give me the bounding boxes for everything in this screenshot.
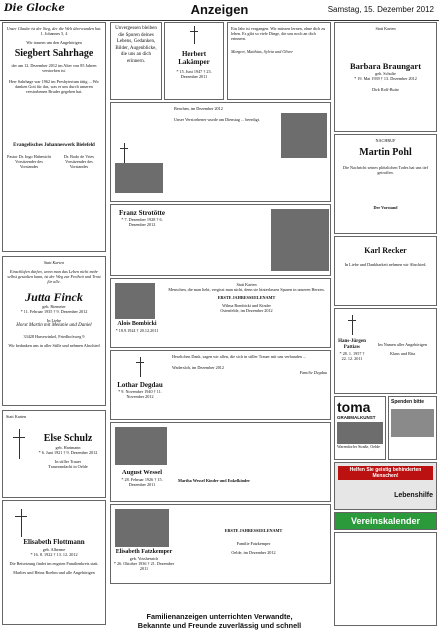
intro: Statt Karten [375,26,396,31]
newspaper-logo: Die Glocke [4,3,65,14]
cross-icon [9,429,29,459]
franz-strototte-ad [110,204,331,276]
quote: Unser Glaube ist der Sieg, der die Welt überwunden hat. [6,26,102,31]
text: Menschen, die man liebt, vergisst man nicht, denn sie hinterlassen Spuren in unseren Herzen. [168,287,325,292]
born: geb. Schulte [375,71,396,76]
obituary-strotote [110,102,331,202]
vereinskalender-title: Vereinskalender [350,516,421,526]
obituary-finck [2,256,106,406]
text: Unser Verstorbener wurde am Dienstag ... beerdigt. [174,117,260,122]
footer-line2: Bekannte und Freunde zuverlässig und schnell [137,621,302,630]
cross-icon [117,143,131,163]
page-header [0,0,439,21]
deceased-name: Lothar Degdau [117,381,163,389]
text: Ein Jahr ist vergangen. Wir müssen lernen, ohne dich zu leben. Es gibt so viele Dinge, die uns noch an dich erinnern. [231,26,326,41]
intro: Wir trauern um den Angehörigen [26,40,82,45]
obituary-wessel [110,422,331,502]
deceased-name: Alois Bombicki [117,321,157,327]
memorial-anniversary [227,22,331,100]
sub: ERSTE JAHRESSEELENAMT [217,295,276,300]
portrait-photo [281,113,327,158]
family: Klaus und Rita [389,351,416,356]
signer-left: Pastor Dr. Ingo Habenicht Vorsitzender des Vorstandes [7,154,51,169]
portrait-photo [271,209,329,271]
memorial-text: Unvergessen bleiben die Spuren deines Lebens, Gedanken, Bilder, Augenblicke, die uns an dich erinnern. [110,22,162,100]
born: geb. Vosshenrich [129,556,159,561]
note: Die Beisetzung findet im engsten Familienkreis statt. [9,561,99,566]
dates: * 15. Juni 1947 † 23. Dezember 2011 [176,69,212,79]
dates: * 19. Mai 1939 † 13. Dezember 2012 [354,76,417,81]
vereinskalender-banner[interactable] [334,512,437,530]
dates: * 28. 1. 1957 † 22. 12. 2011 [339,351,365,361]
spenden-ad[interactable] [388,396,437,460]
deceased-name: Barbara Braungart [349,61,422,71]
verse: Einschlafen dürfen, wenn man das Leben nicht mehr selbst gestalten kann, ist der Weg zur Freiheit und Trost für alle. [7,269,101,284]
deceased-name: Herbert Lakämper [178,50,210,66]
deceased-name: Karl Recker [364,246,407,255]
note: Wir bedanken uns in aller Stille und nehmen Abschied [8,343,100,348]
toma-ad[interactable] [334,396,386,460]
lebenshilfe-ad[interactable] [334,462,437,510]
hotline-banner: Helfen Sie geistig behinderten Menschen! [338,466,433,480]
signature: Der Vorstand [373,205,398,210]
dates: * 6. Juni 1921 † 9. Dezember 2012 [38,450,98,455]
deceased-name: Jutta Finck [25,290,83,304]
family: Familie Degdau [299,370,327,375]
family: Familie Fatzkemper [236,541,271,546]
dates: * 26. Oktober 1936 † 21. Dezember 2011 [113,561,175,571]
family: Horst Martin mit Melanie und Daniel [16,323,92,328]
obituary-pohl [334,134,437,234]
memorial-lakaemper [164,22,224,100]
quote-ref: 1. Johannes 5, 4 [40,31,68,36]
place: Wadersloh, im Dezember 2012 [172,365,224,370]
born: geb. Riemeier [42,304,66,309]
text: Die Nachricht seines plötzlichen Todes hat uns tief getroffen. [342,165,429,175]
dates: * 18.9.1924 † 20.12.2011 [115,328,159,333]
place: 33428 Harsewinkel, Friedhofsweg 9 [23,334,85,339]
issue-date: Samstag, 15. Dezember 2012 [327,5,434,14]
obituary-schulz [2,410,106,498]
lebenshilfe-logo: Lebenshilfe [394,492,433,499]
portrait-photo [115,427,167,465]
obituary-recker [334,236,437,306]
loc: Benchen, im Dezember 2012 [174,106,223,111]
section-title: Anzeigen [190,2,249,17]
deceased-name: Siegbert Sahrhage [14,48,94,59]
spenden-title: Spenden bitte [391,399,425,405]
note: Trauerandacht in Oelde [48,464,88,469]
church: Evangelisches Johanneswerk Bielefeld [13,143,95,148]
obituary-braungart [334,22,437,132]
deceased-name: Elisabeth Fatzkemper [115,549,173,555]
head: NACHRUF [375,138,396,143]
dates: * 28. Februar 1926 † 15. Dezember 2011 [121,477,163,487]
deceased-name: Elisabeth Flottmann [23,538,85,546]
love: In Liebe [46,318,62,323]
cross-icon [11,509,31,537]
obituary-degdau [110,350,331,420]
obituary-bombicki [110,278,331,348]
signature: Margret, Matthias, Sylvia und Oliver [231,49,294,54]
family: Martha Wessel Kinder und Enkelkinder [178,478,250,483]
deceased-name: August Wessel [121,469,163,476]
toma-address: Warendorfer Straße, Oelde [337,444,380,449]
deceased-name: Martin Pohl [359,147,412,158]
cross-icon [345,315,359,335]
head: Statt Karten [236,282,257,287]
obituary-flottmann [2,500,106,625]
ad-photo [391,409,434,437]
obituary-pattiaw [334,308,437,394]
text: In Liebe und Dankbarkeit nehmen wir Abschied. [344,262,427,267]
deceased-name: Franz Strotötte [119,209,165,217]
dates: * 9. November 1940 † 11. November 2012 [118,389,162,399]
born: geb. Alberme [42,547,66,552]
toma-logo: toma [337,399,371,415]
deceased-name: Else Schulz [43,433,93,444]
deceased-name: Hans-Jürgen Pattiaw [338,339,366,350]
toma-subtitle: GRABMALKUNST [337,415,376,420]
text: Herzlichen Dank, sagen wir allen, die sich in stiller Trauer mit uns verbanden ... [172,354,306,359]
cross-icon [187,26,201,44]
note: Im Namen aller Angehörigen [378,342,427,347]
portrait-photo [115,283,155,319]
born: geb. Hartmann [55,445,81,450]
portrait-photo [115,509,169,547]
signer-right: Dr. Bodo de Vries Vorsitzender des Vorstandes [63,154,95,169]
family: Marlies und Heinz Roehm und alle Angehörigen [13,570,95,575]
footer-line1: Familienanzeigen unterrichten Verwandte, [146,612,293,621]
obituary-fatzkemper [110,504,331,584]
body: Herr Sahrhage war 1962 im Presbyterium tätig ... Wir danken Gott für das, was er uns durch unseren verstorbenen Bruder gegeben hat. [9,79,99,94]
intro: Statt Karten [43,260,65,265]
dates: * 7. Dezember 1928 † 6. Dezember 2012 [121,217,163,227]
obituary-sahrhage [2,22,106,252]
family: Wilma Bombicki und Kinder [222,303,271,308]
dates: * 16. 8. 1922 † 13. 12. 2012 [30,552,78,557]
portrait-photo [115,163,163,193]
dates: * 11. Februar 1935 † 9. Dezember 2012 [20,309,88,314]
place: Oelde, im Dezember 2012 [231,550,276,555]
intro: Statt Karten [6,414,27,419]
sub: ERSTE JAHRESSEELENAMT [224,528,283,533]
gravestone-photo [337,422,383,444]
family: Dirk Rolf-Buitz [372,87,399,92]
family: In stiller Trauer [54,459,82,464]
place: Ostenfelde, im Dezember 2012 [220,308,273,313]
dates: der am 12. Dezember 2012 im Alter von 85 Jahren verstorben ist. [11,63,97,73]
cross-icon [133,357,147,377]
